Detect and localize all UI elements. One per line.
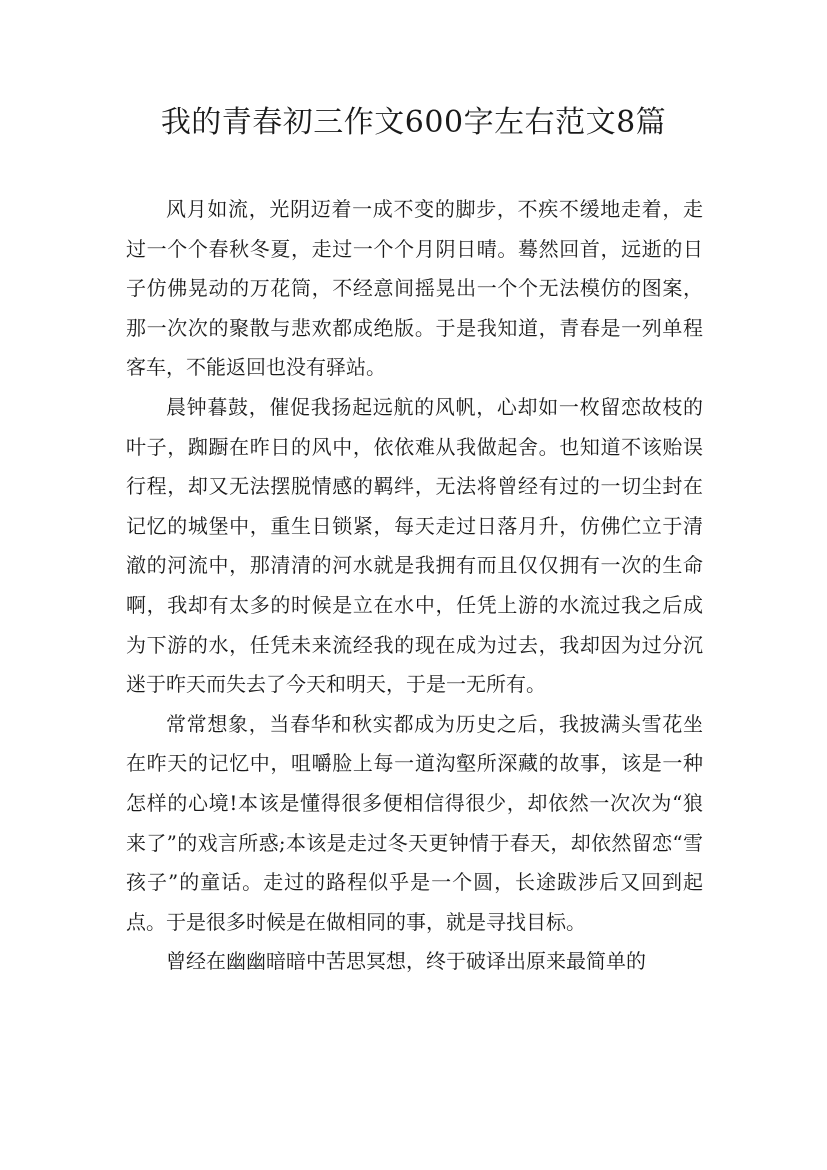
document-title: 我的青春初三作文600字左右范文8篇 xyxy=(160,105,667,140)
paragraph: 常常想象，当春华和秋实都成为历史之后，我披满头雪花坐在昨天的记忆中，咀嚼脸上每一道沟壑所深藏的故事，该是一种怎样的心境!本该是懂得很多便相信得很少，却依然一次次为“狼来了”的戏言所惑;本该是走过冬天更钟情于春天，却依然留恋“雪孩子”的童话。走过的路程似乎是一个圆，长途跋涉后又回到起点。于是很多时候是在做相同的事，就是寻找目标。 xyxy=(126,711,703,934)
paragraph: 曾经在幽幽暗暗中苦思冥想，终于破译出原来最简单的 xyxy=(166,949,646,974)
document-body xyxy=(126,190,703,982)
paragraph: 晨钟暮鼓，催促我扬起远航的风帆，心却如一枚留恋故枝的叶子，踟蹰在昨日的风中，依依难从我做起舍。也知道不该贻误行程，却又无法摆脱情感的羁绊，无法将曾经有过的一切尘封在记忆的城堡中，重生日锁紧，每天走过日落月升，仿佛伫立于清澈的河流中，那清清的河水就是我拥有而且仅仅拥有一次的生命啊，我却有太多的时候是立在水中，任凭上游的水流过我之后成为下游的水，任凭未来流经我的现在成为过去，我却因为过分沉迷于昨天而失去了今天和明天，于是一无所有。 xyxy=(126,394,703,697)
paragraph: 风月如流，光阴迈着一成不变的脚步，不疾不缓地走着，走过一个个春秋冬夏，走过一个个月阴日晴。蓦然回首，远逝的日子仿佛晃动的万花筒，不经意间摇晃出一个个无法模仿的图案，那一次次的聚散与悲欢都成绝版。于是我知道，青春是一列单程客车，不能返回也没有驿站。 xyxy=(126,197,703,380)
